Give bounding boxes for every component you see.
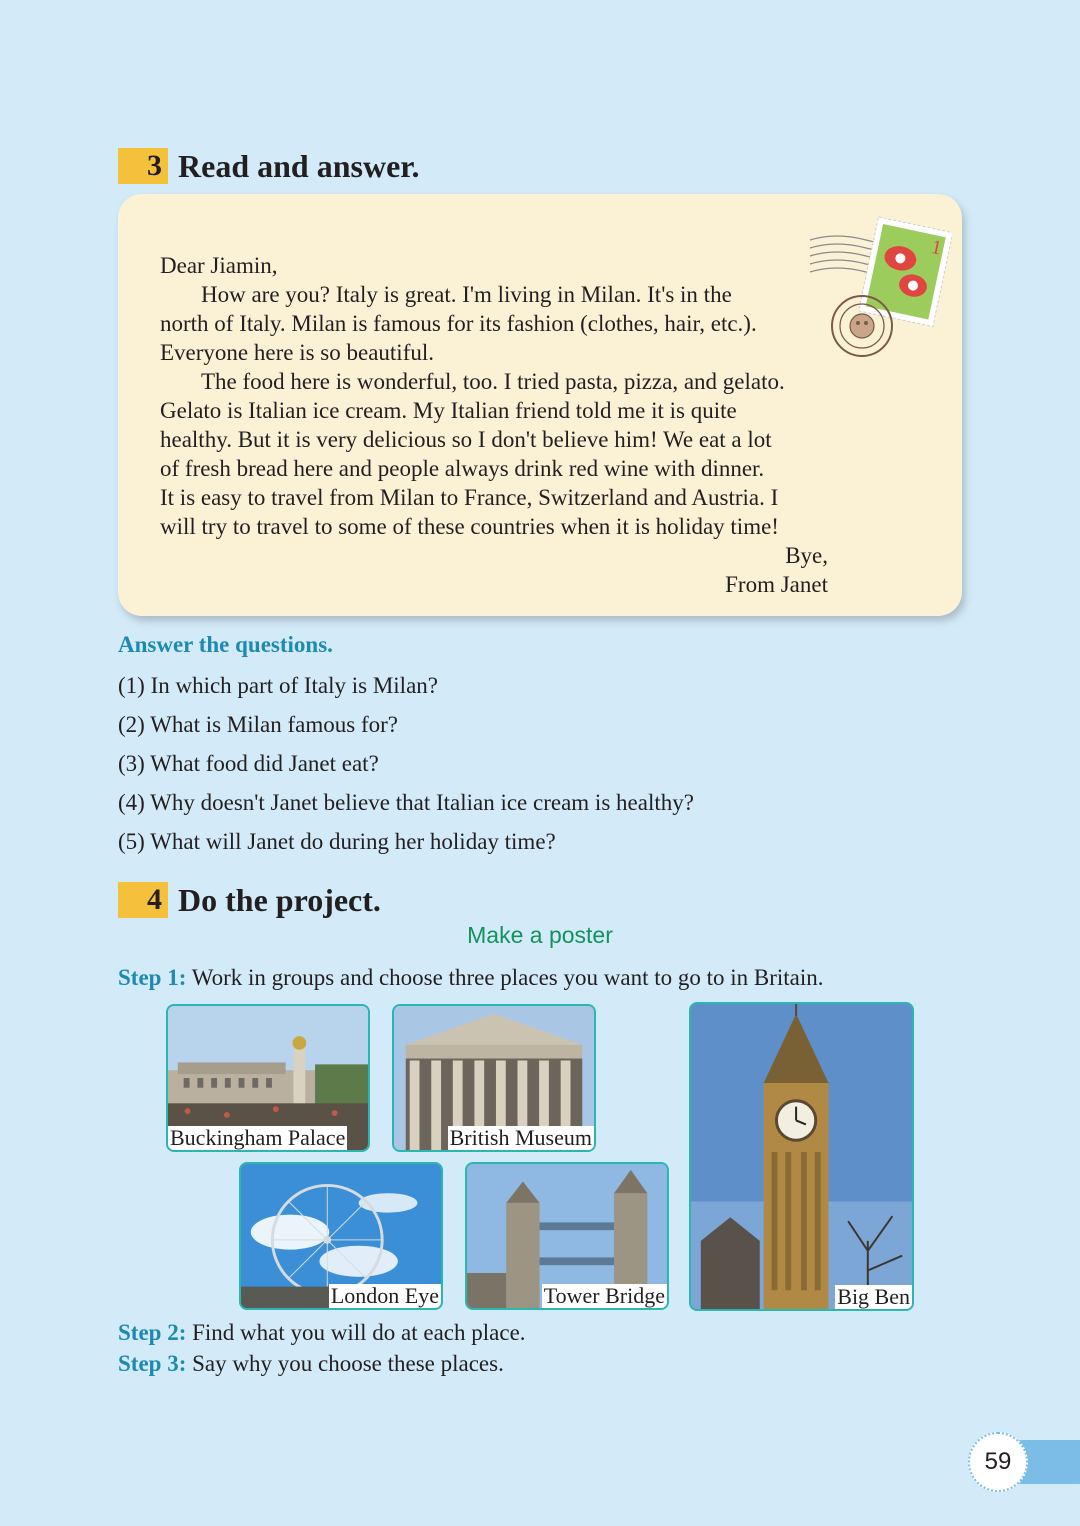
letter-line: It is easy to travel from Milan to France, Switzerland and Austria. I bbox=[160, 485, 779, 510]
letter-closing: Bye, bbox=[785, 543, 828, 568]
letter-line: The food here is wonderful, too. I tried pasta, pizza, and gelato. bbox=[201, 369, 785, 394]
question-item: (5) What will Janet do during her holiday time? bbox=[118, 829, 556, 854]
letter-greeting: Dear Jiamin, bbox=[160, 253, 278, 278]
question-item: (2) What is Milan famous for? bbox=[118, 712, 398, 737]
step-label: Step 1: bbox=[118, 965, 187, 990]
step-text: Find what you will do at each place. bbox=[192, 1320, 526, 1345]
photo-caption: London Eye bbox=[330, 1283, 439, 1308]
letter-line: of fresh bread here and people always drink red wine with dinner. bbox=[160, 456, 765, 481]
photo-london-eye bbox=[239, 1162, 443, 1310]
question-item: (4) Why doesn't Janet believe that Italian ice cream is healthy? bbox=[118, 790, 694, 815]
step-label: Step 2: bbox=[118, 1320, 187, 1345]
postage-stamp-icon bbox=[806, 210, 952, 360]
letter-line: healthy. But it is very delicious so I don't believe him! We eat a lot bbox=[160, 427, 772, 452]
step-2 bbox=[118, 1320, 526, 1346]
stamp-value: 1 bbox=[929, 235, 944, 260]
photo-big-ben bbox=[689, 1002, 914, 1311]
question-item: (3) What food did Janet eat? bbox=[118, 751, 379, 776]
photo-caption: Tower Bridge bbox=[543, 1283, 665, 1308]
questions-heading: Answer the questions. bbox=[118, 632, 333, 657]
letter-line: How are you? Italy is great. I'm living in Milan. It's in the bbox=[201, 282, 732, 307]
letter-signature: From Janet bbox=[725, 572, 828, 597]
step-1 bbox=[118, 965, 824, 991]
photo-tower-bridge bbox=[465, 1162, 669, 1310]
section-4-number: 4 bbox=[118, 882, 168, 918]
letter-line: will try to travel to some of these countries when it is holiday time! bbox=[160, 514, 779, 539]
big-ben-image bbox=[691, 1004, 912, 1309]
section-3-number: 3 bbox=[118, 148, 168, 184]
photo-caption: Big Ben bbox=[837, 1284, 910, 1309]
photo-british-museum bbox=[392, 1004, 596, 1152]
question-item: (1) In which part of Italy is Milan? bbox=[118, 673, 438, 698]
page-number: 59 bbox=[968, 1432, 1028, 1492]
photo-caption: British Museum bbox=[449, 1125, 592, 1150]
photo-caption: Buckingham Palace bbox=[170, 1125, 346, 1150]
section-3-title: Read and answer. bbox=[178, 148, 420, 184]
step-text: Work in groups and choose three places you want to go to in Britain. bbox=[191, 965, 824, 990]
letter-line: Gelato is Italian ice cream. My Italian friend told me it is quite bbox=[160, 398, 737, 423]
step-label: Step 3: bbox=[118, 1351, 187, 1376]
step-text: Say why you choose these places. bbox=[192, 1351, 504, 1376]
step-3 bbox=[118, 1351, 504, 1377]
letter-line: Everyone here is so beautiful. bbox=[160, 340, 434, 365]
letter-line: north of Italy. Milan is famous for its fashion (clothes, hair, etc.). bbox=[160, 311, 757, 336]
section-4-title: Do the project. bbox=[178, 882, 381, 918]
project-subtitle: Make a poster bbox=[467, 922, 613, 948]
photo-buckingham-palace bbox=[166, 1004, 370, 1152]
